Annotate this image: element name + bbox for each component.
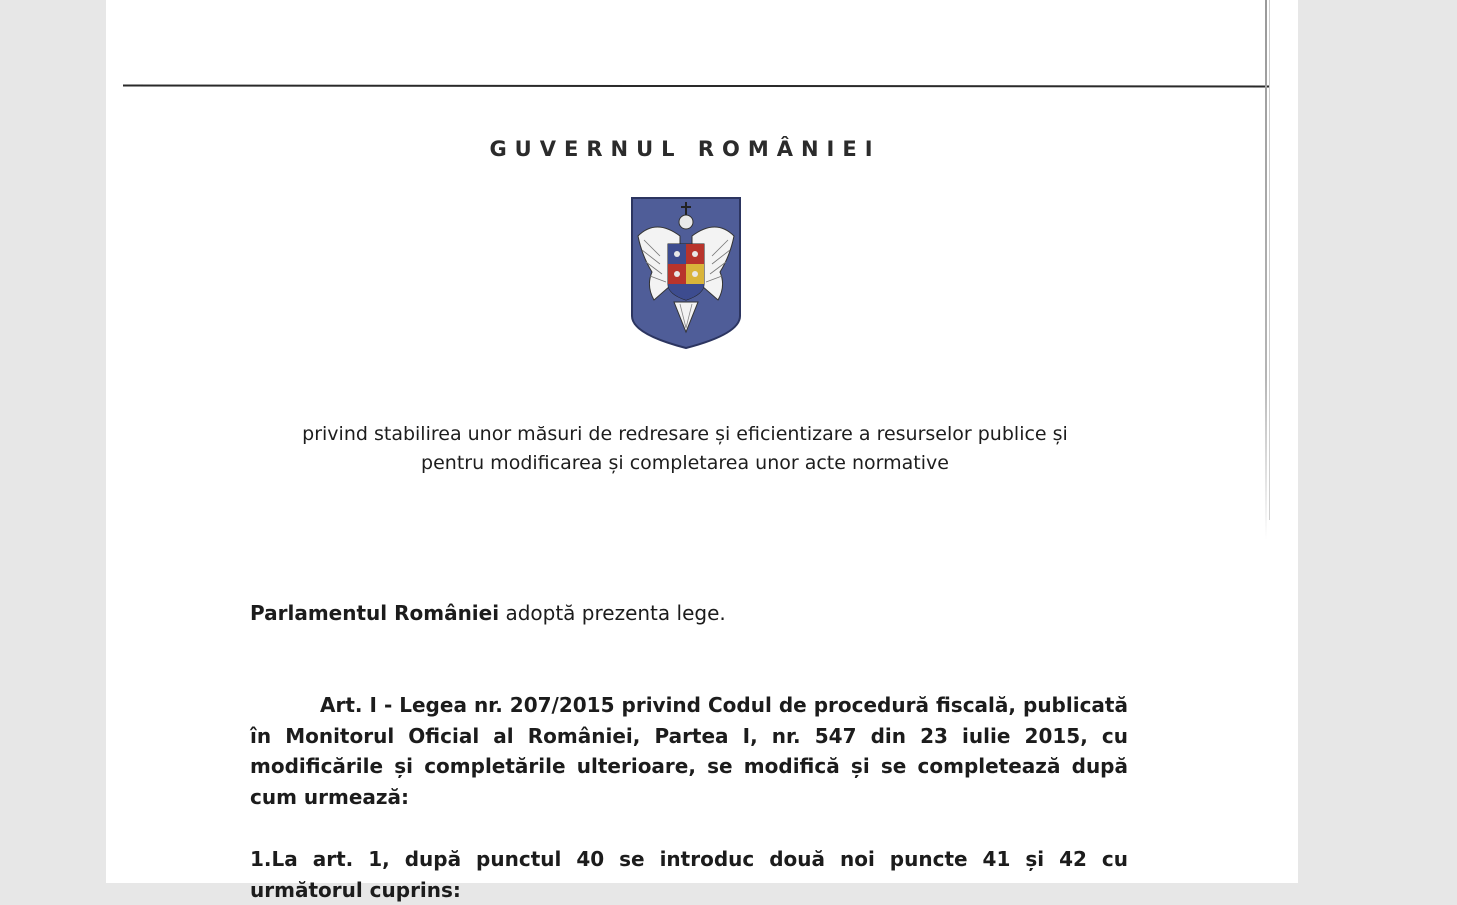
- header-rule: [123, 84, 1269, 87]
- scan-edge-secondary: [1269, 0, 1270, 520]
- subtitle-line: privind stabilirea unor măsuri de redresare și eficientizare a resurselor publice și: [302, 423, 1068, 445]
- subtitle-line: pentru modificarea și completarea unor acte normative: [421, 452, 949, 474]
- preamble: [250, 601, 726, 625]
- document-subtitle: [246, 420, 1124, 478]
- document-page: [106, 0, 1298, 902]
- point-1-paragraph: 1.La art. 1, după punctul 40 se introduc două noi puncte 41 și 42 cu următorul cuprins:: [250, 847, 1128, 902]
- eagle-head: [679, 215, 693, 229]
- article-1-paragraph: Art. I - Legea nr. 207/2015 privind Codul de procedură fiscală, publicată în Monitorul Oficial al României, Partea I, nr. 547 din 23 iulie 2015, cu modificările și completările ulterioare, se modifică și se completează după cum urmează:: [250, 693, 1128, 809]
- preamble-institution: Parlamentul României: [250, 601, 500, 625]
- scan-edge: [1265, 0, 1267, 540]
- government-title: GUVERNUL ROMÂNIEI: [489, 137, 881, 161]
- preamble-rest: adoptă prezenta lege.: [499, 601, 726, 625]
- coat-of-arms-icon: [630, 196, 742, 350]
